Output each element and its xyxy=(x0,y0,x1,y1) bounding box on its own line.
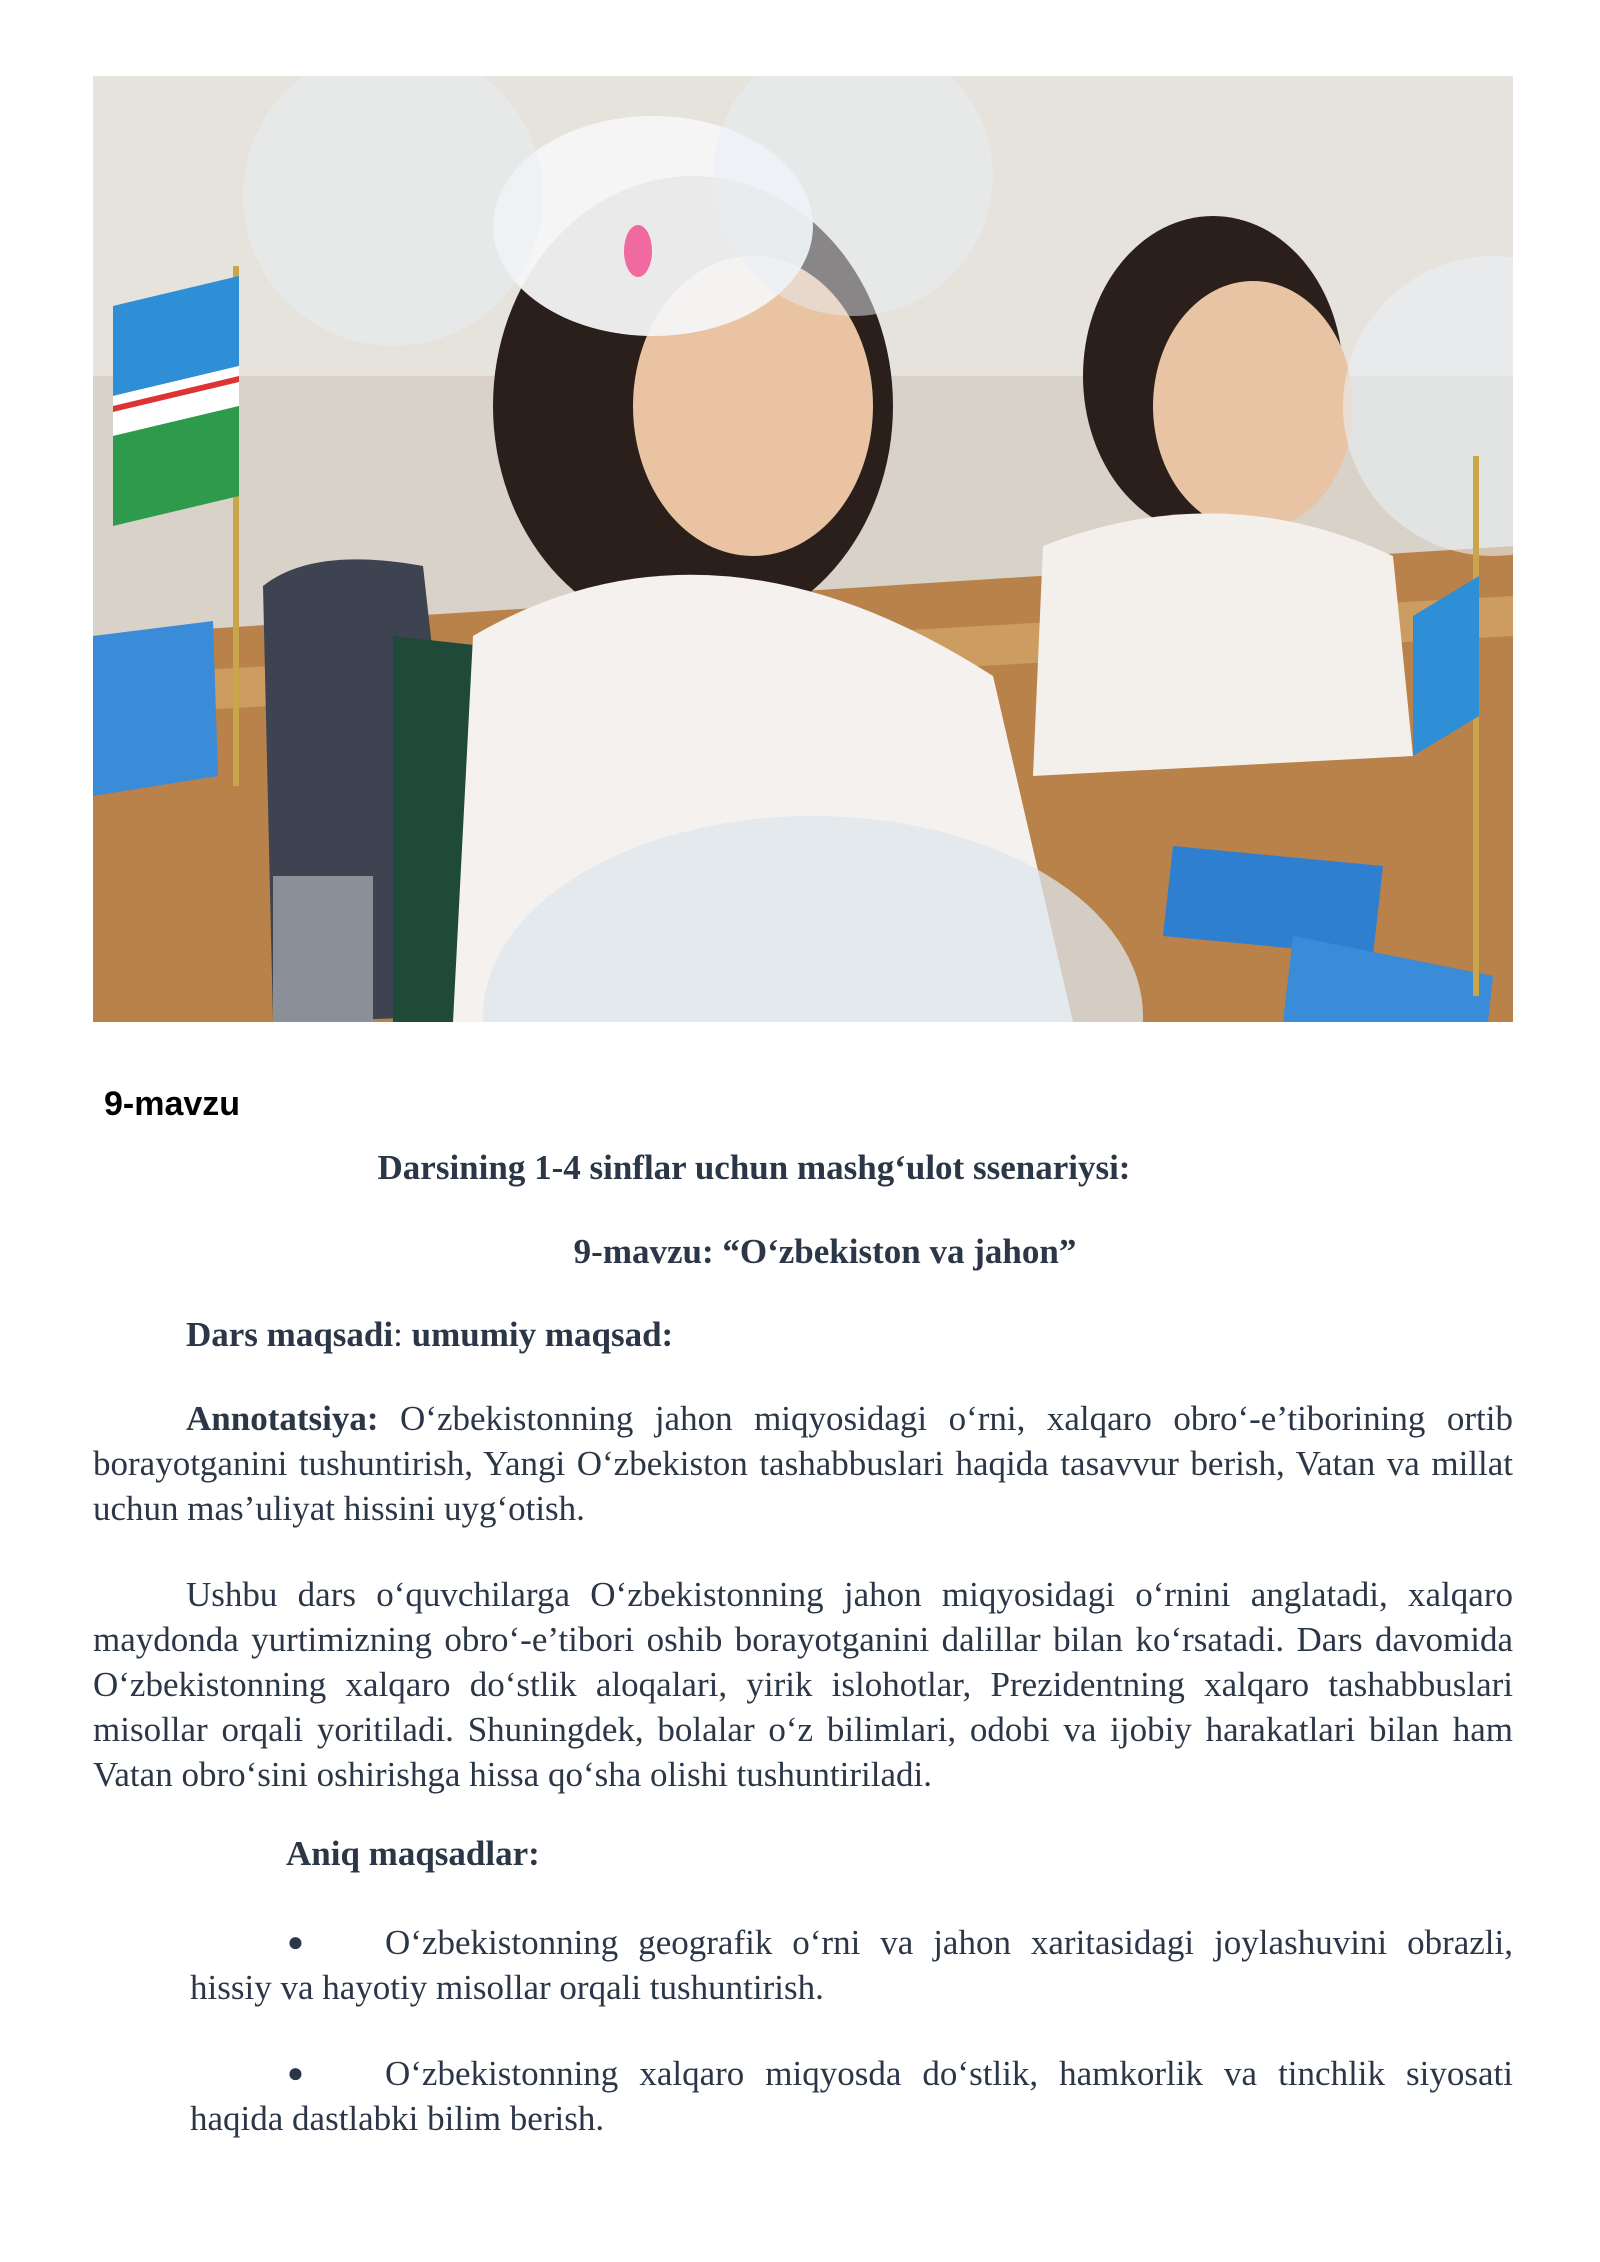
bullet-icon: ● xyxy=(287,2058,304,2089)
lesson-description-paragraph: Ushbu dars o‘quvchilarga O‘zbekistonning jahon miqyosidagi o‘rnini anglatadi, xalqaro maydonda yurtimizning obro‘-e’tibori oshib borayotganini dalillar bilan ko‘rsatadi. Dars davomida O‘zbekistonning xalqaro do‘stlik aloqalari, yirik islohotlar, Prezidentning xalqaro tashabbuslari misollar orqali yoritiladi. Shuningdek, bolalar o‘z bilimlari, odobi va ijobiy harakatlari bilan ham Vatan obro‘sini oshirishga hissa qo‘sha olishi tushuntiriladi. xyxy=(93,1575,1513,1794)
dars-maqsadi-colon: : xyxy=(393,1315,403,1354)
goal-text: O‘zbekistonning xalqaro miqyosda do‘stlik, hamkorlik va tinchlik siyosati haqida dastlabki bilim berish. xyxy=(190,2054,1513,2138)
goal-list-item xyxy=(190,2051,1513,2141)
goal-list-item xyxy=(190,1920,1513,2010)
bullet-icon: ● xyxy=(287,1927,304,1958)
lesson-subtitle: 9-mavzu: “O‘zbekiston va jahon” xyxy=(573,1232,1077,1271)
annotation-paragraph xyxy=(93,1396,1513,1531)
goal-text: O‘zbekistonning geografik o‘rni va jahon xaritasidagi joylashuvini obrazli, hissiy va hayotiy misollar orqali tushuntirish. xyxy=(190,1923,1513,2007)
dars-maqsadi-value: umumiy maqsad: xyxy=(411,1315,674,1354)
classroom-photo-illustration xyxy=(93,76,1513,1022)
specific-goals-heading: Aniq maqsadlar: xyxy=(286,1834,540,1873)
topic-label: 9-mavzu xyxy=(104,1085,241,1123)
annotation-label: Annotatsiya: xyxy=(186,1399,379,1438)
annotation-text: O‘zbekistonning jahon miqyosidagi o‘rni, xalqaro obro‘-e’tiborining ortib borayotganini tushuntirish, Yangi O‘zbekiston tashabbuslari haqida tasavvur berish, Vatan va millat uchun mas’uliyat hissini uyg‘otish. xyxy=(93,1399,1513,1528)
dars-maqsadi-line xyxy=(93,1312,1513,1357)
dars-maqsadi-label: Dars maqsadi xyxy=(186,1315,394,1354)
lesson-title: Darsining 1-4 sinflar uchun mashg‘ulot ssenariysi: xyxy=(377,1148,1131,1187)
classroom-photo xyxy=(93,76,1513,1022)
